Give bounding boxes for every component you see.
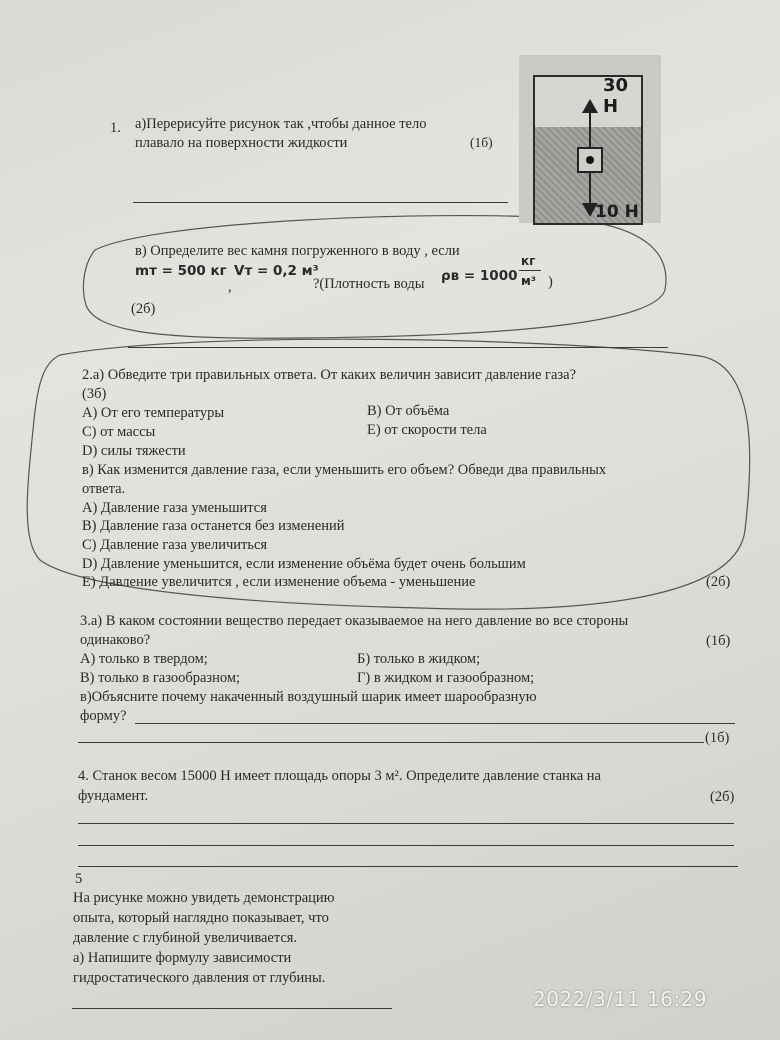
q2-score-a: (3б) [82, 386, 107, 402]
q5-number: 5 [75, 871, 83, 887]
q5-line3: давление с глубиной увеличивается. [73, 930, 298, 946]
figure-vessel [533, 75, 643, 225]
q3-option-b: Б) только в жидком; [357, 651, 481, 667]
q3-option-c: В) только в газообразном; [80, 670, 241, 686]
q2-option-b: В) От объёма [367, 403, 450, 419]
q4-answer-line-1 [78, 823, 734, 824]
q3-title-line2: одинаково? [80, 632, 151, 648]
q5-answer-line [72, 1008, 392, 1009]
q2-title: 2.а) Обведите три правильных ответа. От каких величин зависит давление газа? [82, 367, 577, 383]
arrow-up-icon [582, 99, 598, 113]
q3-title-line1: 3.а) В каком состоянии вещество передает оказываемое на него давление во все стороны [80, 613, 629, 629]
figure-top-force-label: 30 Н [603, 75, 629, 117]
figure-bottom-force-label: 10 Н [595, 202, 639, 222]
q1-number: 1. [110, 120, 121, 136]
q3-option-a: А) только в твердом; [80, 651, 208, 667]
q2-b-option-c: С) Давление газа увеличиться [82, 537, 268, 553]
figure-down-arrow [589, 173, 591, 207]
q1-a-score: (1б) [470, 135, 493, 150]
q1-b-density-label: ?(Плотность воды [313, 276, 425, 292]
q2-option-a: А) От его температуры [82, 405, 225, 421]
q5-line2: опыта, который наглядно показывает, что [73, 910, 329, 926]
q1-b-score: (2б) [131, 301, 156, 317]
q3-b-line2: форму? [80, 708, 127, 724]
q2-b-option-a: А) Давление газа уменьшится [82, 500, 267, 516]
q4-score: (2б) [710, 789, 735, 805]
q1-b-close-paren: ) [548, 274, 553, 290]
q1-b-density-value: ρв = 1000 [441, 268, 518, 284]
q1-b-volume: Vт = 0,2 м³ [234, 263, 319, 279]
q5-line5: гидростатического давления от глубины. [73, 970, 326, 986]
q3-score-b: (1б) [705, 730, 730, 746]
q4-answer-line-2 [78, 845, 734, 846]
q2-option-e: Е) от скорости тела [367, 422, 487, 438]
q1-b-line1: в) Определите вес камня погруженного в воду , если [135, 243, 460, 259]
figure-up-arrow [589, 109, 591, 149]
q1-b-comma: , [228, 279, 232, 295]
q2-option-d: D) силы тяжести [82, 443, 186, 459]
fraction-bar [519, 270, 541, 271]
q1-b-mass: mт = 500 кг [135, 263, 227, 279]
q3-answer-line-1 [135, 723, 735, 724]
q1-b-density-unit-num: кг [521, 254, 536, 268]
q5-line1: На рисунке можно увидеть демонстрацию [73, 890, 335, 906]
q3-answer-line-2 [78, 742, 704, 743]
q2-b-line2: ответа. [82, 481, 126, 497]
figure-body-center [586, 156, 594, 164]
q1-a-line2: плавало на поверхности жидкости [135, 135, 348, 151]
q2-b-line1: в) Как изменится давление газа, если уменьшить его объем? Обведи два правильных [82, 462, 607, 478]
q5-line4: а) Напишите формулу зависимости [73, 950, 292, 966]
q3-score-a: (1б) [706, 633, 731, 649]
q3-b-line1: в)Объясните почему накаченный воздушный шарик имеет шарообразную [80, 689, 537, 705]
q4-answer-line-3 [78, 866, 738, 867]
q4-line2: фундамент. [78, 788, 149, 804]
photo-timestamp: 2022/3/11 16:29 [533, 987, 708, 1011]
figure-body-in-liquid [519, 55, 661, 223]
q1-a-line1: а)Перерисуйте рисунок так ,чтобы данное тело [135, 116, 427, 132]
q2-b-option-b: В) Давление газа останется без изменений [82, 518, 345, 534]
q2-score-b: (2б) [706, 574, 731, 590]
q2-option-c: С) от массы [82, 424, 156, 440]
q1-b-answer-line [128, 347, 668, 348]
q2-b-option-e: Е) Давление увеличится , если изменение объема - уменьшение [82, 574, 476, 590]
q1-b-density-unit-den: м³ [521, 274, 537, 288]
q4-line1: 4. Станок весом 15000 Н имеет площадь опоры 3 м². Определите давление станка на [78, 768, 601, 784]
q2-b-option-d: D) Давление уменьшится, если изменение объёма будет очень большим [82, 556, 526, 572]
figure-body [577, 147, 603, 173]
q1-a-answer-line [133, 202, 508, 203]
q3-option-d: Г) в жидком и газообразном; [357, 670, 535, 686]
